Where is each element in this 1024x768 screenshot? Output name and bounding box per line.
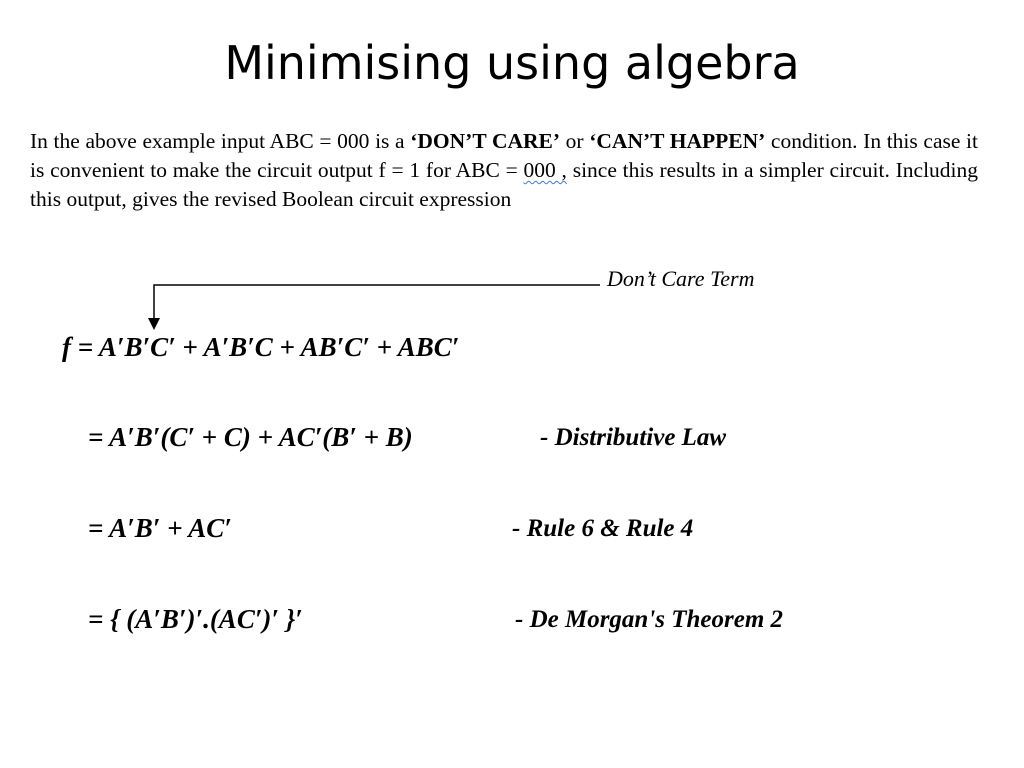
intro-paragraph: [30, 127, 978, 214]
para-text-2: or: [560, 129, 590, 153]
equation-line-2: = A′B′(C′ + C) + AC′(B′ + B): [88, 422, 413, 452]
note-distributive-law: - Distributive Law: [540, 424, 727, 451]
dont-care-arrow-line: [154, 285, 600, 322]
equation-line-4: = { (A′B′)′.(AC′)′ }′: [88, 604, 303, 634]
slide-title: Minimising using algebra: [224, 36, 800, 90]
para-text-3: condition. In this case it is convenient to make the circuit output f = 1 for ABC =: [30, 129, 978, 182]
dont-care-phrase: ‘DON’T CARE’: [410, 129, 561, 153]
equation-line-1: f = A′B′C′ + A′B′C + AB′C′ + ABC′: [62, 332, 460, 362]
note-de-morgan: - De Morgan's Theorem 2: [515, 606, 784, 633]
abc-value: 000 ,: [523, 158, 567, 182]
note-rule-6-rule-4: - Rule 6 & Rule 4: [512, 515, 694, 542]
dont-care-label: Don’t Care Term: [607, 266, 755, 291]
equation-line-3: = A′B′ + AC′: [88, 513, 232, 543]
para-text-1: In the above example input ABC = 000 is a: [30, 129, 411, 153]
para-text-4: since this results in a simpler circuit. Including this output, gives the revised Boolean circuit expression: [30, 158, 979, 211]
dont-care-arrowhead: [148, 318, 160, 330]
cant-happen-phrase: ‘CAN’T HAPPEN’: [589, 129, 766, 153]
